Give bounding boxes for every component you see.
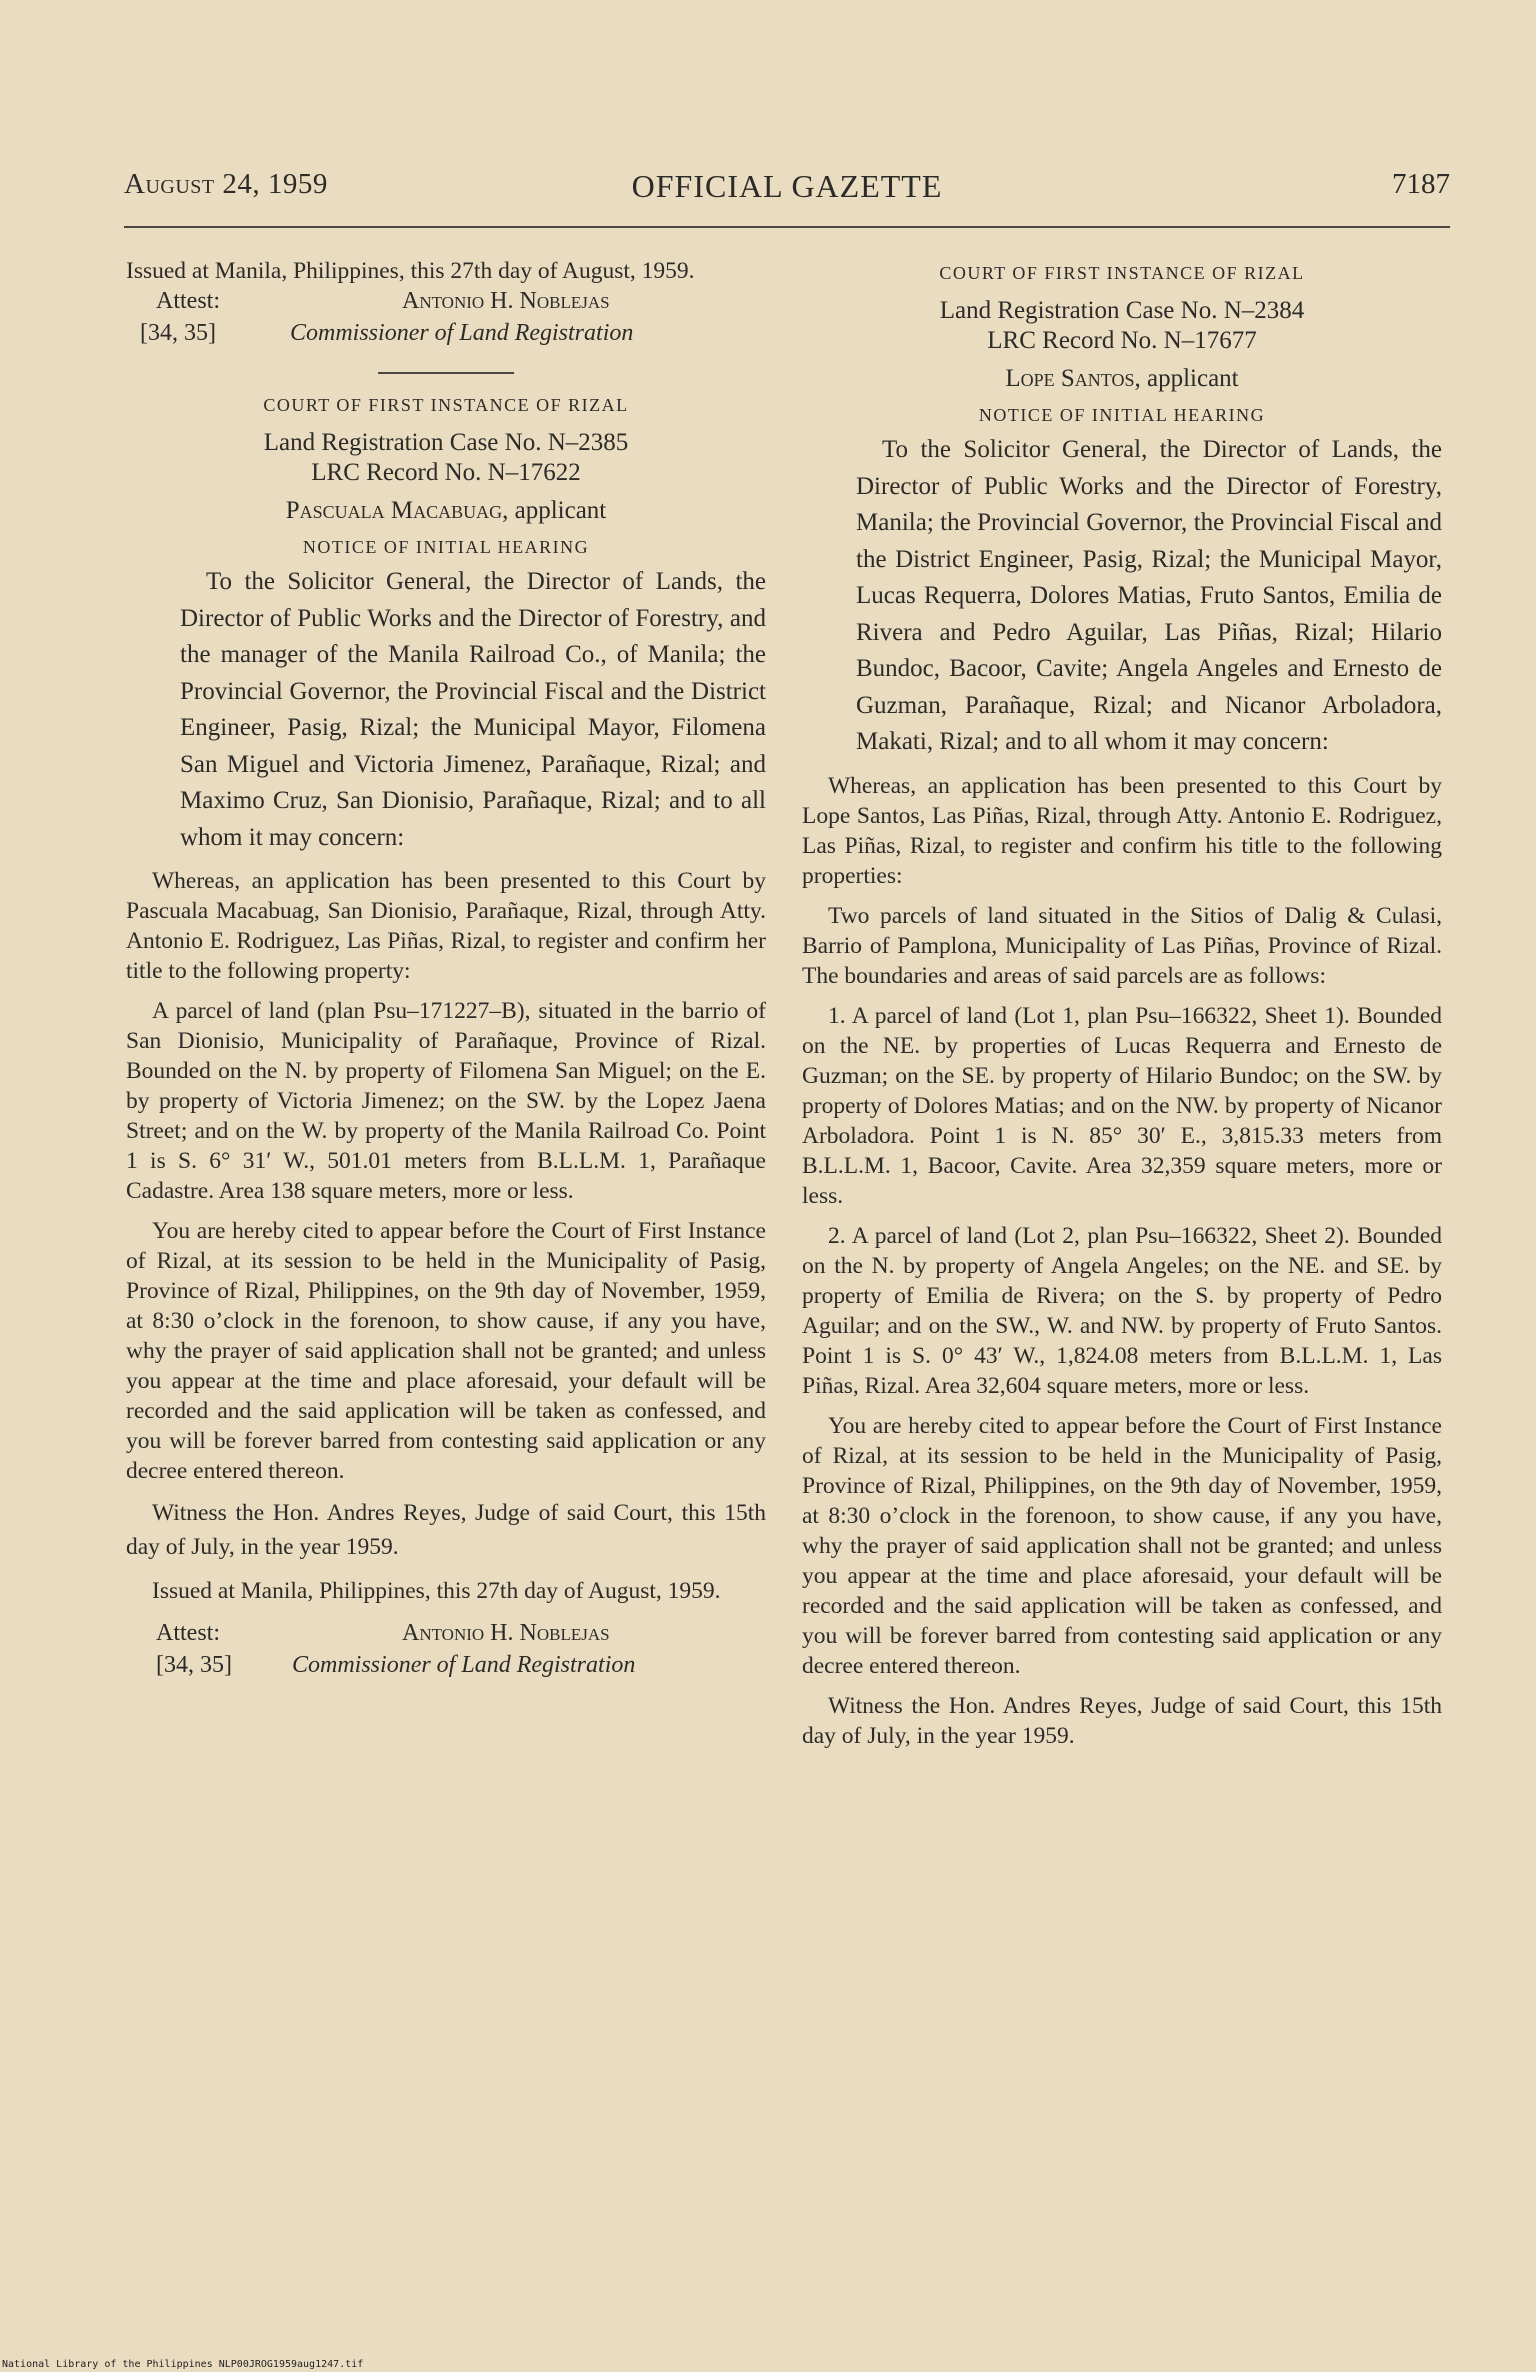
witness-paragraph: Witness the Hon. Andres Reyes, Judge of said Court, this 15th day of July, in the year 1959. bbox=[126, 1500, 766, 1560]
issued-paragraph: Issued at Manila, Philippines, this 27th day of August, 1959. bbox=[152, 1578, 721, 1604]
prev-title: Commissioner of Land Registration bbox=[290, 320, 634, 346]
attest bbox=[126, 1618, 766, 1650]
prev-attest bbox=[126, 286, 766, 318]
prev-attest-label: Attest: bbox=[156, 288, 220, 314]
case-number: Land Registration Case No. N–2384 bbox=[939, 297, 1305, 324]
lot2-paragraph: 2. A parcel of land (Lot 2, plan Psu–166322, Sheet 2). Bounded on the N. by property of Angela Angeles; on the NE. and SE. by property of Emilia de Rivera; on the S. by property of Pedro Aguilar; and on the SW., W. and NW. by property of Fruto Santos. Point 1 is S. 0° 43′ W., 1,824.08 meters from B.L.L.M. 1, Las Piñas, Rizal. Area 32,604 square meters, more or less. bbox=[802, 1222, 1442, 1399]
attest-title bbox=[126, 1650, 766, 1682]
notice-address: To the Solicitor General, the Director of Lands, the Director of Public Works and the Director of Forestry, and the manager of the Manila Railroad Co., of Manila; the Provincial Governor, the Provincial Fiscal and the District Engineer, Pasig, Rizal; the Municipal Mayor, Filomena San Miguel and Victoria Jimenez, Parañaque, Rizal; and Maximo Cruz, San Dionisio, Parañaque, Rizal; and to all whom it may concern: bbox=[180, 568, 766, 851]
ref: [34, 35] bbox=[156, 1652, 232, 1678]
section-divider bbox=[378, 372, 514, 374]
prev-issued: Issued at Manila, Philippines, this 27th day of August, 1959. bbox=[126, 258, 695, 284]
whereas-paragraph: Whereas, an application has been presented to this Court by Lope Santos, Las Piñas, Rizal, through Atty. Antonio E. Rodriguez, Las Piñas, Rizal, to register and confirm his title to the following properties: bbox=[802, 772, 1442, 889]
parcel-paragraph: A parcel of land (plan Psu–171227–B), situated in the barrio of San Dionisio, Municipality of Parañaque, Province of Rizal. Bounded on the N. by property of Filomena San Miguel; on the E. by property of Victoria Jimenez; on the SW. by the Lopez Jaena Street; and on the W. by property of the Manila Railroad Co. Point 1 is S. 6° 31′ W., 501.01 meters from B.L.L.M. 1, Parañaque Cadastre. Area 138 square meters, more or less. bbox=[126, 998, 766, 1204]
prev-attest-title bbox=[126, 318, 766, 350]
scan-footer: National Library of the Philippines NLP00JROG1959aug1247.tif bbox=[2, 2359, 364, 2370]
cited-paragraph: You are hereby cited to appear before the Court of First Instance of Rizal, at its session to be held in the Municipality of Pasig, Province of Rizal, Philippines, on the 9th day of November, 1959, at 8:30 o’clock in the forenoon, to show cause, if any you have, why the prayer of said application shall not be granted; and unless you appear at the time and place aforesaid, your default will be recorded and the said application will be taken as confessed, and you will be forever barred from contesting said application or any decree entered thereon. bbox=[126, 1218, 766, 1484]
cited-paragraph: You are hereby cited to appear before the Court of First Instance of Rizal, at its session to be held in the Municipality of Pasig, Province of Rizal, Philippines, on the 9th day of November, 1959, at 8:30 o’clock in the forenoon, to show cause, if any you have, why the prayer of said application shall not be granted; and unless you appear at the time and place aforesaid, your default will be recorded and the said application will be taken as confessed, and you will be forever barred from contesting said application or any decree entered thereon. bbox=[802, 1412, 1442, 1679]
attest-name: Antonio H. Noblejas bbox=[402, 1620, 610, 1646]
applicant-line bbox=[126, 496, 766, 526]
issue-date: August 24, 1959 bbox=[124, 168, 328, 200]
whereas-paragraph: Whereas, an application has been presented to this Court by Pascuala Macabuag, San Dionisio, Parañaque, Rizal, through Atty. Antonio E. Rodriguez, Las Piñas, Rizal, to register and confirm her title to the following property: bbox=[126, 868, 766, 984]
court-heading: COURT OF FIRST INSTANCE OF RIZAL bbox=[263, 395, 629, 415]
notice-address: To the Solicitor General, the Director of Lands, the Director of Public Works and the Director of Forestry, Manila; the Provincial Governor, the Provincial Fiscal and the District Engineer, Pasig, Rizal; the Municipal Mayor, Lucas Requerra, Dolores Matias, Fruto Santos, Emilia de Rivera and Pedro Aguilar, Las Piñas, Rizal; Hilario Bundoc, Bacoor, Cavite; Angela Angeles and Ernesto de Guzman, Parañaque, Rizal; and Nicanor Arboladora, Makati, Rizal; and to all whom it may concern: bbox=[856, 436, 1442, 755]
witness-paragraph: Witness the Hon. Andres Reyes, Judge of said Court, this 15th day of July, in the year 1959. bbox=[802, 1692, 1442, 1749]
prev-attest-name: Antonio H. Noblejas bbox=[402, 288, 610, 314]
title: Commissioner of Land Registration bbox=[292, 1652, 636, 1678]
attest-label: Attest: bbox=[156, 1620, 220, 1646]
prev-ref: [34, 35] bbox=[140, 320, 216, 346]
applicant-suffix: , applicant bbox=[1134, 365, 1239, 392]
applicant-line bbox=[802, 364, 1442, 394]
record-number: LRC Record No. N–17622 bbox=[311, 459, 581, 486]
lot1-paragraph: 1. A parcel of land (Lot 1, plan Psu–166322, Sheet 1). Bounded on the NE. by properties of Lucas Requerra and Ernesto de Guzman; on the SE. by property of Hilario Bundoc; on the SW. by property of Dolores Matias; and on the NW. by property of Nicanor Arboladora. Point 1 is N. 85° 30′ E., 3,815.33 meters from B.L.L.M. 1, Bacoor, Cavite. Area 32,359 square meters, more or less. bbox=[802, 1002, 1442, 1209]
applicant-name: Lope Santos bbox=[1005, 365, 1135, 392]
right-column bbox=[802, 256, 1442, 1751]
page-header bbox=[124, 168, 1450, 208]
left-column bbox=[126, 256, 766, 1682]
applicant-name: Pascuala Macabuag bbox=[285, 497, 503, 524]
applicant-suffix: , applicant bbox=[502, 497, 607, 524]
court-heading: COURT OF FIRST INSTANCE OF RIZAL bbox=[939, 263, 1305, 283]
case-number: Land Registration Case No. N–2385 bbox=[263, 429, 629, 456]
record-number: LRC Record No. N–17677 bbox=[987, 327, 1257, 354]
header-rule bbox=[124, 226, 1450, 228]
two-parcels-paragraph: Two parcels of land situated in the Sitios of Dalig & Culasi, Barrio of Pamplona, Municipality of Las Piñas, Province of Rizal. The boundaries and areas of said parcels are as follows: bbox=[802, 902, 1442, 989]
page-number: 7187 bbox=[1392, 168, 1450, 200]
notice-heading: NOTICE OF INITIAL HEARING bbox=[978, 405, 1266, 425]
gazette-title: OFFICIAL GAZETTE bbox=[631, 168, 943, 204]
notice-heading: NOTICE OF INITIAL HEARING bbox=[302, 537, 590, 557]
